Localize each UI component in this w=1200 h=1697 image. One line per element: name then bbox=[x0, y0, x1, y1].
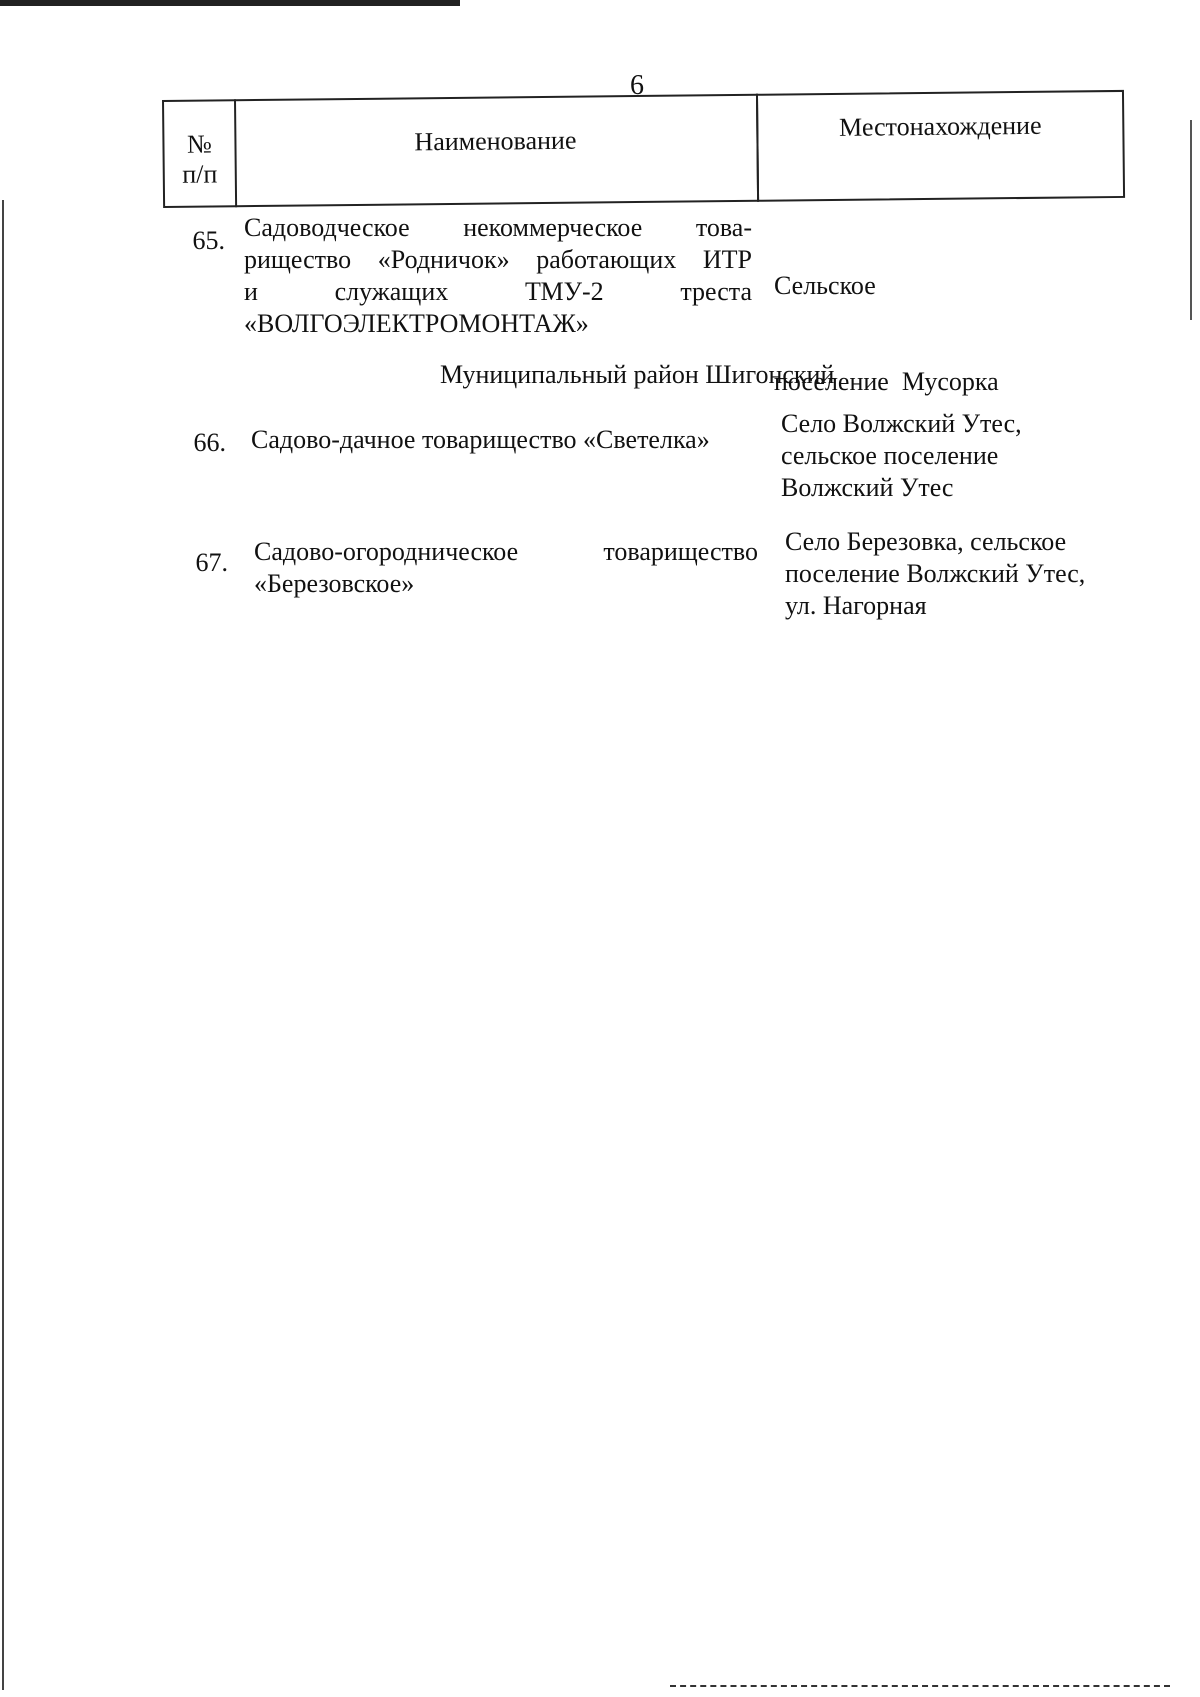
header-num bbox=[162, 99, 237, 208]
header-location: Местонахождение bbox=[756, 90, 1125, 202]
location-line: поселение Мусорка bbox=[774, 367, 999, 396]
location-line: Волжский Утес bbox=[781, 473, 954, 502]
row-number: 65. bbox=[192, 226, 225, 255]
scan-edge-dashes bbox=[670, 1685, 1170, 1687]
row-name bbox=[251, 424, 710, 456]
row-location bbox=[781, 408, 1022, 504]
row-number: 67. bbox=[195, 548, 228, 577]
name-line: и служащих ТМУ-2 треста bbox=[244, 277, 752, 306]
header-num-abbr: п/п bbox=[182, 159, 218, 189]
scan-edge-line bbox=[1190, 120, 1192, 320]
header-name: Наименование bbox=[234, 94, 759, 207]
row-location bbox=[785, 526, 1085, 622]
location-line: поселение Волжский Утес, bbox=[785, 559, 1086, 588]
name-line: Садоводческое некоммерческое това- bbox=[244, 213, 752, 242]
scan-edge-mark bbox=[0, 0, 460, 6]
row-name bbox=[244, 212, 752, 340]
location-line: Село Волжский Утес, bbox=[781, 409, 1022, 438]
row-location bbox=[774, 206, 999, 430]
name-line: рищество «Родничок» работающих ИТР bbox=[244, 245, 752, 274]
name-line: «Березовское» bbox=[254, 569, 415, 598]
name-line: Садово-огородническое товарищество bbox=[254, 537, 758, 566]
name-line: Садово-дачное товарищество «Светелка» bbox=[251, 425, 710, 454]
row-name bbox=[254, 536, 758, 600]
header-num-symbol: № bbox=[186, 129, 213, 159]
location-line: Село Березовка, сельское bbox=[785, 527, 1067, 556]
page-number: 6 bbox=[630, 70, 644, 101]
scan-edge-line bbox=[2, 200, 4, 1690]
name-line: «ВОЛГОЭЛЕКТРОМОНТАЖ» bbox=[244, 309, 589, 338]
section-title: Муниципальный район Шигонский bbox=[440, 360, 835, 389]
table-header bbox=[162, 90, 1125, 208]
location-line: сельское поселение bbox=[781, 441, 999, 470]
location-line: ул. Нагорная bbox=[785, 591, 927, 620]
location-line: Сельское bbox=[774, 271, 876, 300]
row-number: 66. bbox=[193, 428, 226, 457]
